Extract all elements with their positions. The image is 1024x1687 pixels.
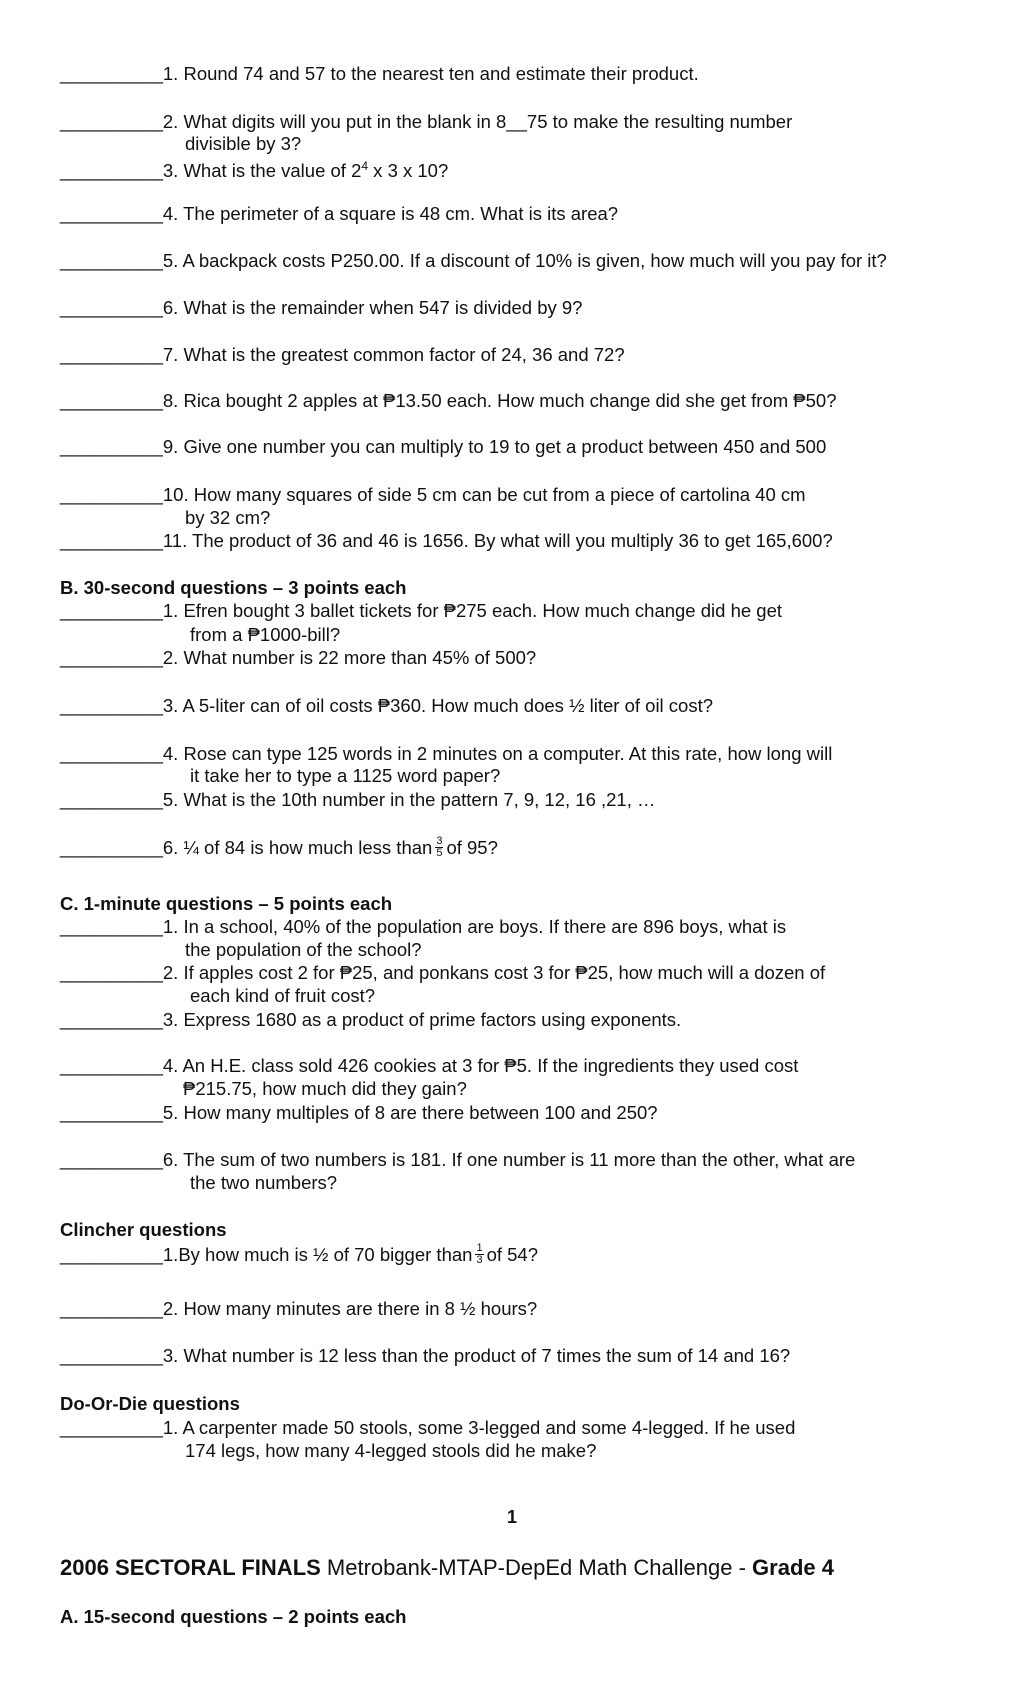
question-b4: __________4. Rose can type 125 words in 2 minutes on a computer. At this rate, how long will (60, 743, 833, 764)
question-b3: __________3. A 5-liter can of oil costs ₱360. How much does ½ liter of oil cost? (60, 695, 714, 716)
question-c4-continued: ₱215.75, how much did they gain? (183, 1078, 467, 1099)
question-a11: __________11. The product of 36 and 46 is 1656. By what will you multiply 36 to get 165,600? (60, 530, 833, 551)
question-c2-continued: each kind of fruit cost? (190, 985, 376, 1006)
question-c6: __________6. The sum of two numbers is 181. If one number is 11 more than the other, what are (60, 1149, 856, 1170)
exponent: 4 (361, 159, 369, 173)
question-clincher-2: __________2. How many minutes are there in 8 ½ hours? (60, 1298, 538, 1319)
question-c1-continued: the population of the school? (185, 939, 422, 960)
question-b1: __________1. Efren bought 3 ballet tickets for ₱275 each. How much change did he get (60, 600, 782, 621)
question-c2: __________2. If apples cost 2 for ₱25, and ponkans cost 3 for ₱25, how much will a dozen of (60, 962, 826, 983)
question-clincher-3: __________3. What number is 12 less than the product of 7 times the sum of 14 and 16? (60, 1345, 791, 1366)
question-a9: __________9. Give one number you can multiply to 19 to get a product between 450 and 500 (60, 436, 827, 457)
question-clincher-1: __________1.By how much is ½ of 70 bigger than $\frac{1}{3}$ of 54? (60, 1241, 538, 1266)
question-a3: __________3. What is the value of $2^4$ x 3 x 10? (60, 159, 449, 182)
question-a5: __________5. A backpack costs P250.00. If a discount of 10% is given, how much will you pay for it? (60, 250, 887, 271)
document-title: 2006 SECTORAL FINALS Metrobank-MTAP-DepEd Math Challenge - Grade 4 (60, 1555, 834, 1580)
section-b-header: B. 30-second questions – 3 points each (60, 577, 407, 598)
question-c3: __________3. Express 1680 as a product of prime factors using exponents. (60, 1009, 682, 1030)
section-c-header: C. 1-minute questions – 5 points each (60, 893, 393, 914)
question-doordie-1-continued: 174 legs, how many 4-legged stools did he make? (185, 1440, 597, 1461)
doordie-header: Do-Or-Die questions (60, 1393, 240, 1414)
question-b1-continued: from a ₱1000-bill? (190, 624, 341, 645)
question-b5: __________5. What is the 10th number in the pattern 7, 9, 12, 16 ,21, … (60, 789, 656, 810)
question-a8: __________8. Rica bought 2 apples at ₱13.50 each. How much change did she get from ₱50? (60, 390, 837, 411)
question-c4: __________4. An H.E. class sold 426 cookies at 3 for ₱5. If the ingredients they used cost (60, 1055, 799, 1076)
question-c6-continued: the two numbers? (190, 1172, 338, 1193)
question-a4: __________4. The perimeter of a square is 48 cm. What is its area? (60, 203, 619, 224)
question-b6: __________6. ¼ of 84 is how much less than $\frac{3}{5}$ of 95? (60, 834, 498, 859)
clincher-header: Clincher questions (60, 1219, 227, 1240)
question-a6: __________6. What is the remainder when 547 is divided by 9? (60, 297, 583, 318)
question-a2: __________2. What digits will you put in the blank in 8__75 to make the resulting number (60, 111, 793, 132)
question-a10: __________10. How many squares of side 5 cm can be cut from a piece of cartolina 40 cm (60, 484, 806, 505)
fraction-three-fifths: $\frac{3}{5}$ (436, 834, 443, 859)
question-b4-continued: it take her to type a 1125 word paper? (190, 765, 501, 786)
question-b2: __________2. What number is 22 more than 45% of 500? (60, 647, 537, 668)
question-a2-continued: divisible by 3? (185, 133, 302, 154)
page-number: 1 (506, 1507, 517, 1527)
question-a7: __________7. What is the greatest common factor of 24, 36 and 72? (60, 344, 625, 365)
question-a1: __________1. Round 74 and 57 to the nearest ten and estimate their product. (60, 63, 699, 84)
question-a10-continued: by 32 cm? (185, 507, 271, 528)
fraction-one-third: $\frac{1}{3}$ (476, 1241, 483, 1266)
section-a-header: A. 15-second questions – 2 points each (60, 1606, 407, 1627)
question-c1: __________1. In a school, 40% of the population are boys. If there are 896 boys, what is (60, 916, 787, 937)
question-c5: __________5. How many multiples of 8 are there between 100 and 250? (60, 1102, 658, 1123)
question-doordie-1: __________1. A carpenter made 50 stools, some 3-legged and some 4-legged. If he used (60, 1417, 796, 1438)
